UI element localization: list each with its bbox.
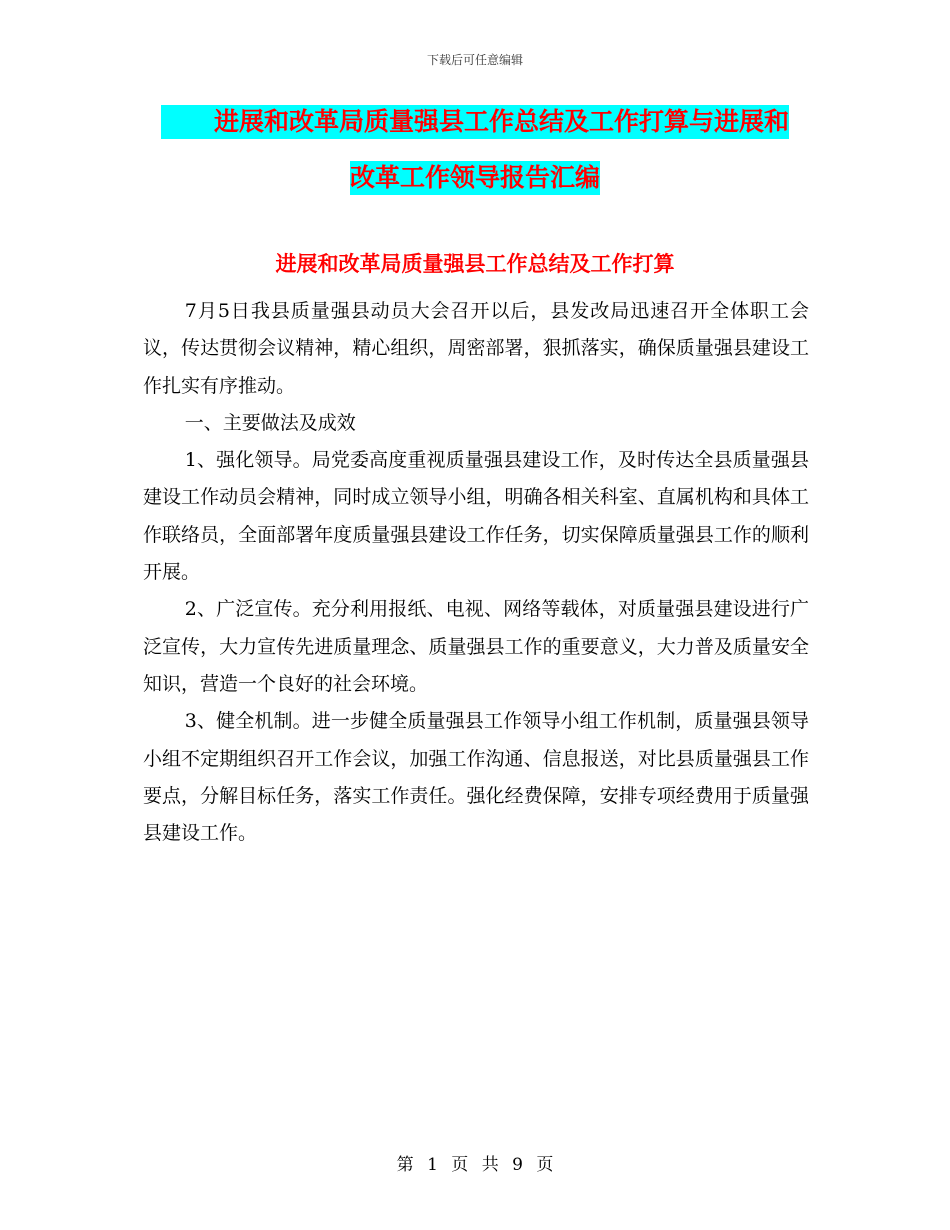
title-line-2-text: 改革工作领导报告汇编 bbox=[350, 161, 600, 195]
paragraph-heading-measures: 一、主要做法及成效 bbox=[184, 411, 356, 434]
paragraph-publicity: 2、广泛宣传。充分利用报纸、电视、网络等载体，对质量强县建设进行广泛宣传，大力宣传先进质量理念、质量强县工作的重要意义，大力普及质量安全知识，营造一个良好的社会环境。 bbox=[143, 598, 809, 695]
section-title: 进展和改革局质量强县工作总结及工作打算 bbox=[275, 252, 675, 276]
title-line-1-text: 进展和改革局质量强县工作总结及工作打算与进展和 bbox=[161, 105, 789, 139]
title-line-1 bbox=[140, 109, 810, 139]
page-number: 第 1 页 共 9 页 bbox=[396, 1155, 554, 1175]
document-body bbox=[143, 293, 809, 852]
paragraph-leadership: 1、强化领导。局党委高度重视质量强县建设工作，及时传达全县质量强县建设工作动员会精神，同时成立领导小组，明确各相关科室、直属机构和具体工作联络员，全面部署年度质量强县建设工作任务，切实保障质量强县工作的顺利开展。 bbox=[143, 449, 809, 584]
paragraph-intro: 7月5日我县质量强县动员大会召开以后，县发改局迅速召开全体职工会议，传达贯彻会议精神，精心组织，周密部署，狠抓落实，确保质量强县建设工作扎实有序推动。 bbox=[143, 300, 809, 397]
paragraph-mechanism: 3、健全机制。进一步健全质量强县工作领导小组工作机制，质量强县领导小组不定期组织召开工作会议，加强工作沟通、信息报送，对比县质量强县工作要点，分解目标任务，落实工作责任。强化经费保障，安排专项经费用于质量强县建设工作。 bbox=[143, 710, 809, 845]
document-title bbox=[140, 109, 810, 221]
title-line-2 bbox=[140, 165, 810, 195]
page-header-note: 下载后可任意编辑 bbox=[426, 53, 523, 67]
